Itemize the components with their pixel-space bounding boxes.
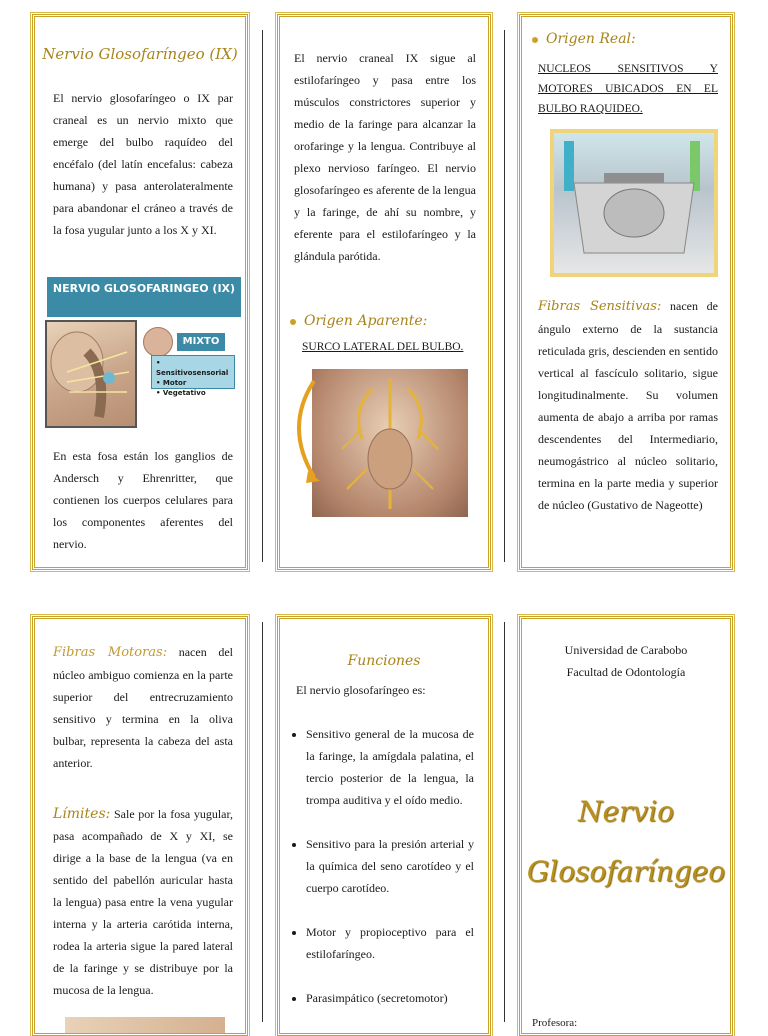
brain-base-drawing [312, 369, 468, 517]
functions-title: Funciones [347, 653, 421, 669]
faculty-name: Facultad de Odontología [566, 665, 686, 679]
panel-intro [32, 14, 248, 570]
head-icon [143, 327, 173, 357]
function-item: • Motor y propioceptivo para el estilofaríngeo. [306, 921, 474, 965]
bullet-dot [532, 37, 538, 43]
brainstem-figure [45, 320, 137, 428]
intro-paragraph: El nervio glosofaríngeo o IX par craneal es un nervio mixto que emerge del bulbo raquídeo del encéfalo (del latín encefalus: cabeza humana) y pasa anterolateralmente para abandonar el cráneo a través de la fosa yugular junto a los X y XI. [53, 91, 233, 237]
components-box [151, 355, 235, 397]
mixto-badge [177, 333, 225, 351]
cover-title-line1: Nervio [577, 795, 675, 828]
fibras-sensitivas-label: Fibras Sensitivas: [538, 299, 662, 314]
fibras-sensitivas-paragraph [538, 295, 718, 516]
profesora-label: Profesora: [532, 1017, 578, 1029]
figure-banner [47, 277, 241, 317]
fold-line [262, 30, 263, 562]
panel-functions [277, 616, 491, 1036]
panel-origin [519, 14, 733, 570]
limites-text: Sale por la fosa yugular, pasa acompañado de X y XI, se dirige a la base de la lengua (va en sentido del pabellón auricular hasta la lengua) pasa entre la vena yugular interna y la arteria carótida interna, rodea la arteria sigue la pared lateral de la faringe y se distribuye por la mucosa de la lengua. [53, 807, 234, 997]
figure-title: NERVIO GLOSOFARINGEO (IX) [52, 282, 236, 295]
component-item: • Vegetativo [156, 389, 206, 397]
brainstem-drawing [47, 322, 135, 426]
function-item: • Sensitivo para la presión arterial y la química del seno carotídeo y el cuerpo carotídeo. [306, 833, 474, 899]
panel-fibers [32, 616, 248, 1036]
fibras-motoras-paragraph [53, 641, 233, 774]
nuclei-drawing [554, 133, 714, 273]
origen-real-text: NUCLEOS SENSITIVOS Y MOTORES UBICADOS EN EL BULBO RAQUIDEO. [538, 63, 718, 115]
fibras-motoras-text: nacen del núcleo ambiguo comienza en la parte superior del entrecruzamiento sensitivo y termina en la oliva bulbar, representa la cabeza del asta anterior. [53, 645, 233, 770]
bullet-dot [290, 319, 296, 325]
component-item: • Sensitivosensorial [156, 359, 229, 377]
origen-real-heading: Origen Real: [532, 31, 636, 48]
panel-title: Nervio Glosofaríngeo (IX) [42, 45, 238, 63]
fibras-motoras-label: Fibras Motoras: [53, 645, 168, 660]
origen-aparente-heading: Origen Aparente: [290, 313, 427, 330]
fold-line [504, 30, 505, 562]
limites-label: Límites: [53, 806, 111, 822]
nuclei-figure [550, 129, 718, 277]
course-paragraph: El nervio craneal IX sigue al estilofaríngeo y pasa entre los músculos constrictores superior y medio de la faringe para alcanzar la orofaringe y la lengua. Contribuye al plexo nervioso faríngeo. El nervio glosofaríngeo es aferente de la lengua y la faringe, de ahí su nombre, y eferente para el estilofaríngeo y la glándula parótida. [294, 51, 476, 263]
function-item: • Parasimpático (secretomotor) [306, 987, 474, 1009]
fibras-sensitivas-text: nacen de ángulo externo de la sustancia reticulada gris, descienden en sentido vertical al fascículo solitario, sigue longitudinalmente. Su volumen aumenta de abajo a arriba por ramas descendentes del Intermediario, neumogástrico al núcleo solitario, termina en la parte media y superior de núcleo (Gustativo de Nageotte) [538, 299, 718, 512]
function-item: • Sensitivo general de la mucosa de la faringe, la amígdala palatina, el tercio posterior de la lengua, la trompa auditiva y el oído medio. [306, 723, 474, 811]
cover-title-line2: Glosofaríngeo [526, 855, 726, 888]
panel-cover [519, 616, 733, 1036]
brain-base-figure [312, 369, 468, 517]
panel-course [277, 14, 491, 570]
origen-aparente-text: SURCO LATERAL DEL BULBO. [302, 341, 464, 353]
functions-list [286, 723, 474, 1031]
ganglia-paragraph: En esta fosa están los ganglios de Andersch y Ehrenritter, que contienen los cuerpos celulares para los componentes aferentes del nervio. [53, 449, 233, 551]
mixto-label: MIXTO [182, 336, 220, 347]
functions-intro: El nervio glosofaríngeo es: [296, 683, 426, 697]
component-item: • Motor [156, 379, 187, 387]
bottom-figure [65, 1017, 225, 1036]
fold-line [262, 622, 263, 1022]
fold-line [504, 622, 505, 1022]
limites-paragraph [53, 803, 233, 1001]
pointer-arrow [284, 377, 324, 487]
university-name: Universidad de Carabobo [564, 643, 688, 657]
